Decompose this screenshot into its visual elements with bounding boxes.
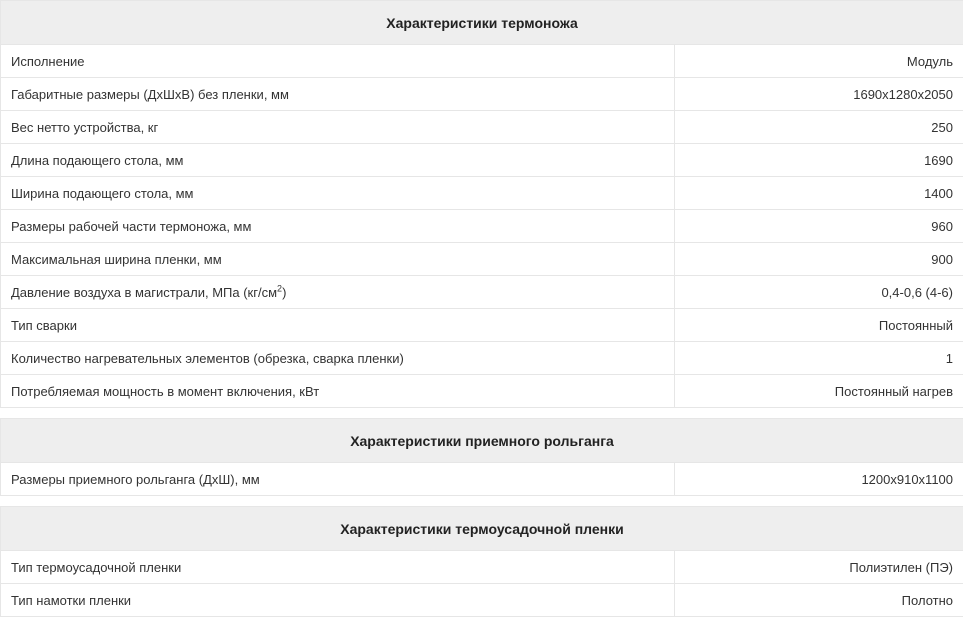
row-label: Ширина подающего стола, мм bbox=[1, 177, 675, 210]
table-row bbox=[1, 243, 963, 276]
row-value: 250 bbox=[675, 111, 963, 144]
table-row bbox=[1, 78, 963, 111]
row-label: Тип сварки bbox=[1, 309, 675, 342]
section-spacer bbox=[0, 496, 963, 506]
row-label: Количество нагревательных элементов (обрезка, сварка пленки) bbox=[1, 342, 675, 375]
spec-table-roller bbox=[0, 418, 963, 496]
section-title: Характеристики термоусадочной пленки bbox=[1, 507, 963, 551]
spec-table-film bbox=[0, 506, 963, 617]
section-spacer bbox=[0, 408, 963, 418]
table-row bbox=[1, 276, 963, 309]
table-row bbox=[1, 210, 963, 243]
row-label: Размеры рабочей части термоножа, мм bbox=[1, 210, 675, 243]
row-label: Габаритные размеры (ДхШхВ) без пленки, мм bbox=[1, 78, 675, 111]
row-label-superscript: 2 bbox=[277, 283, 283, 294]
row-label: Максимальная ширина пленки, мм bbox=[1, 243, 675, 276]
row-label: Потребляемая мощность в момент включения, кВт bbox=[1, 375, 675, 408]
row-value: Полотно bbox=[675, 584, 963, 617]
row-value: Полиэтилен (ПЭ) bbox=[675, 551, 963, 584]
row-value: 960 bbox=[675, 210, 963, 243]
row-value: 1200х910х1100 bbox=[675, 463, 963, 496]
row-label-suffix: ) bbox=[282, 284, 287, 300]
table-row bbox=[1, 309, 963, 342]
row-label: Исполнение bbox=[1, 45, 675, 78]
section-title: Характеристики термоножа bbox=[1, 1, 963, 45]
row-label-text: Давление воздуха в магистрали, МПа (кг/см bbox=[11, 284, 278, 300]
row-label bbox=[1, 276, 675, 309]
table-row bbox=[1, 144, 963, 177]
row-value: 1690 bbox=[675, 144, 963, 177]
row-label: Тип намотки пленки bbox=[1, 584, 675, 617]
table-row bbox=[1, 375, 963, 408]
table-row bbox=[1, 342, 963, 375]
table-row bbox=[1, 111, 963, 144]
row-value: Постоянный нагрев bbox=[675, 375, 963, 408]
row-label: Вес нетто устройства, кг bbox=[1, 111, 675, 144]
row-label: Тип термоусадочной пленки bbox=[1, 551, 675, 584]
row-value: 1690х1280х2050 bbox=[675, 78, 963, 111]
table-row bbox=[1, 584, 963, 617]
row-value: 900 bbox=[675, 243, 963, 276]
table-row bbox=[1, 177, 963, 210]
section-title: Характеристики приемного рольганга bbox=[1, 419, 963, 463]
row-value: Постоянный bbox=[675, 309, 963, 342]
row-value: 1400 bbox=[675, 177, 963, 210]
row-label: Длина подающего стола, мм bbox=[1, 144, 675, 177]
table-row bbox=[1, 463, 963, 496]
row-label: Размеры приемного рольганга (ДхШ), мм bbox=[1, 463, 675, 496]
table-row bbox=[1, 551, 963, 584]
row-value: Модуль bbox=[675, 45, 963, 78]
table-row bbox=[1, 45, 963, 78]
row-value: 1 bbox=[675, 342, 963, 375]
row-value: 0,4-0,6 (4-6) bbox=[675, 276, 963, 309]
